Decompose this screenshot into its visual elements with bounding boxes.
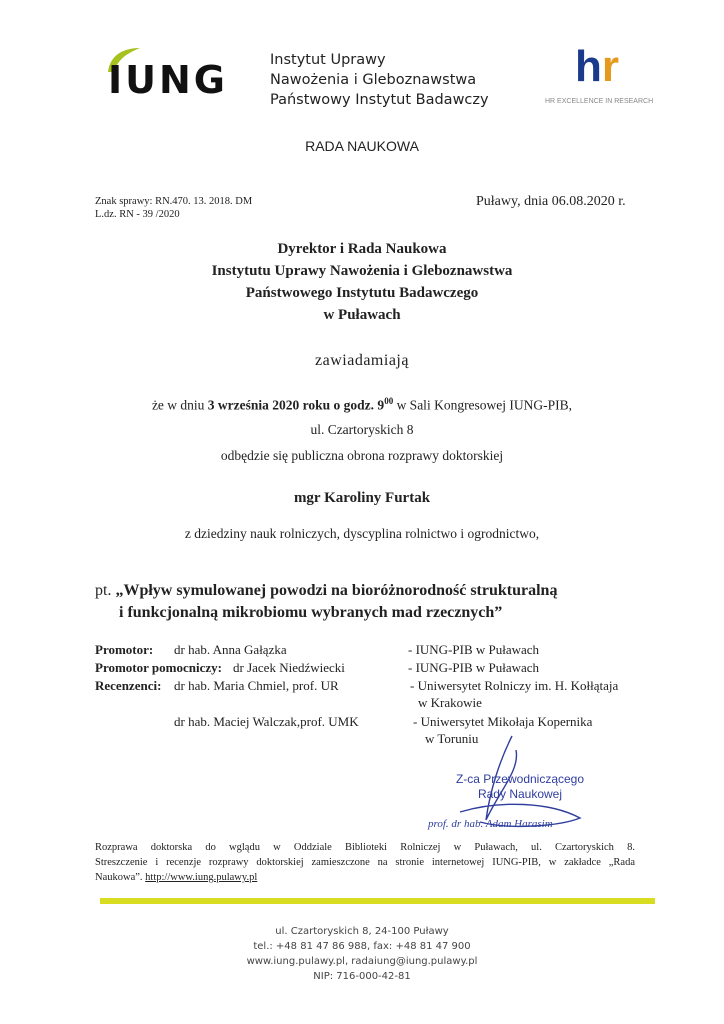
addressee-line-3: Państwowego Instytutu Badawczego	[245, 285, 479, 301]
addressee-block	[0, 238, 724, 326]
stamp-line-1: Z-ca Przewodniczącego	[455, 772, 585, 786]
hr-caption: HR EXCELLENCE IN RESEARCH	[545, 98, 654, 105]
title-prefix: pt.	[95, 582, 112, 599]
thesis-title-line-1	[95, 580, 557, 602]
notice-time-sup: 00	[384, 396, 394, 406]
hr-logo-text: hr	[575, 42, 620, 91]
title-line-2: i funkcjonalną mikrobiomu wybranych mad rzecznych”	[119, 604, 503, 621]
signature-scribble	[420, 730, 620, 830]
footer-phone: tel.: +48 81 47 86 988, fax: +48 81 47 900	[253, 941, 471, 952]
thesis-title-line-2	[95, 602, 557, 624]
addressee-line-1: Dyrektor i Rada Naukowa	[277, 241, 447, 257]
institute-line-2: Nawożenia i Gleboznawstwa	[270, 72, 477, 88]
website-link[interactable]: http://www.iung.pulawy.pl	[145, 872, 258, 883]
footer-web: www.iung.pulawy.pl, radaiung@iung.pulawy.pl	[246, 956, 478, 967]
case-number: Znak sprawy: RN.470. 13. 2018. DM	[95, 196, 253, 207]
institute-line-1: Instytut Uprawy	[270, 52, 386, 68]
institute-name	[270, 50, 489, 110]
addressee-line-2: Instytutu Uprawy Nawożenia i Gleboznawstwa	[211, 263, 513, 279]
remarks	[95, 840, 635, 885]
place-date: Puławy, dnia 06.08.2020 r.	[476, 194, 626, 209]
promotor-label: Promotor:	[95, 642, 154, 657]
addressee-line-4: w Puławach	[323, 307, 401, 323]
reviewer-2-name: dr hab. Maciej Walczak,prof. UMK	[174, 714, 359, 729]
reviewers-label: Recenzenci:	[95, 678, 162, 693]
assistant-promotor-name: dr Jacek Niedźwiecki	[233, 660, 345, 675]
footer	[0, 924, 724, 984]
assistant-promotor-affiliation: - IUNG-PIB w Puławach	[408, 660, 540, 675]
footer-address: ul. Czartoryskich 8, 24-100 Puławy	[275, 926, 449, 937]
remarks-line-3	[95, 870, 635, 885]
title-line-1: „Wpływ symulowanej powodzi na bioróżnorodność strukturalną	[115, 582, 558, 599]
iung-logo	[100, 44, 260, 104]
reviewer-2-affiliation-2: w Toruniu	[425, 731, 479, 746]
notice-line-3: odbędzie się publiczna obrona rozprawy doktorskiej	[220, 448, 504, 463]
notice-post: w Sali Kongresowej IUNG-PIB,	[393, 397, 573, 413]
remarks-line-3-text: Naukowa”.	[95, 872, 146, 883]
thesis-title	[95, 580, 557, 624]
reviewer-1-affiliation-2: w Krakowie	[418, 695, 482, 710]
remarks-line-2: Streszczenie i recenzje rozprawy doktorskiej zamieszczone na stronie internetowej IUNG-PIB, w zakładce „Rada	[95, 857, 635, 868]
notice-pre: że w dniu	[151, 397, 208, 413]
institute-line-3: Państwowy Instytut Badawczy	[270, 92, 489, 108]
stamp-line-2: Rady Naukowej	[477, 787, 563, 801]
assistant-promotor-label: Promotor pomocniczy:	[95, 660, 222, 675]
reference-block	[95, 195, 252, 221]
footer-nip: NIP: 716-000-42-81	[313, 971, 411, 982]
journal-number: L.dz. RN - 39 /2020	[95, 209, 180, 220]
promotor-name: dr hab. Anna Gałązka	[174, 642, 287, 657]
notice-line-2: ul. Czartoryskich 8	[310, 422, 414, 437]
candidate-name: mgr Karoliny Furtak	[293, 490, 431, 506]
remarks-line-1: Rozprawa doktorska do wglądu w Oddziale Biblioteki Rolniczej w Puławach, ul. Czartoryskich 8.	[95, 842, 635, 853]
signatory-name: prof. dr hab. Adam Harasim	[428, 818, 553, 830]
discipline: z dziedziny nauk rolniczych, dyscyplina rolnictwo i ogrodnictwo,	[184, 526, 540, 541]
reviewer-2-affiliation-1: - Uniwersytet Mikołaja Kopernika	[413, 714, 593, 729]
hr-logo	[545, 42, 655, 112]
notice-date: 3 września 2020 roku o godz. 9	[207, 397, 385, 413]
footer-rule	[100, 898, 655, 904]
promotor-affiliation: - IUNG-PIB w Puławach	[408, 642, 540, 657]
announce-word: zawiadamiają	[315, 352, 409, 369]
logo-text: IUNG	[108, 58, 228, 102]
reviewer-1-affiliation-1: - Uniwersytet Rolniczy im. H. Kołłątaja	[410, 678, 619, 693]
reviewer-1-name: dr hab. Maria Chmiel, prof. UR	[174, 678, 339, 693]
council-title: RADA NAUKOWA	[305, 138, 419, 154]
notice-line-1	[0, 396, 724, 414]
